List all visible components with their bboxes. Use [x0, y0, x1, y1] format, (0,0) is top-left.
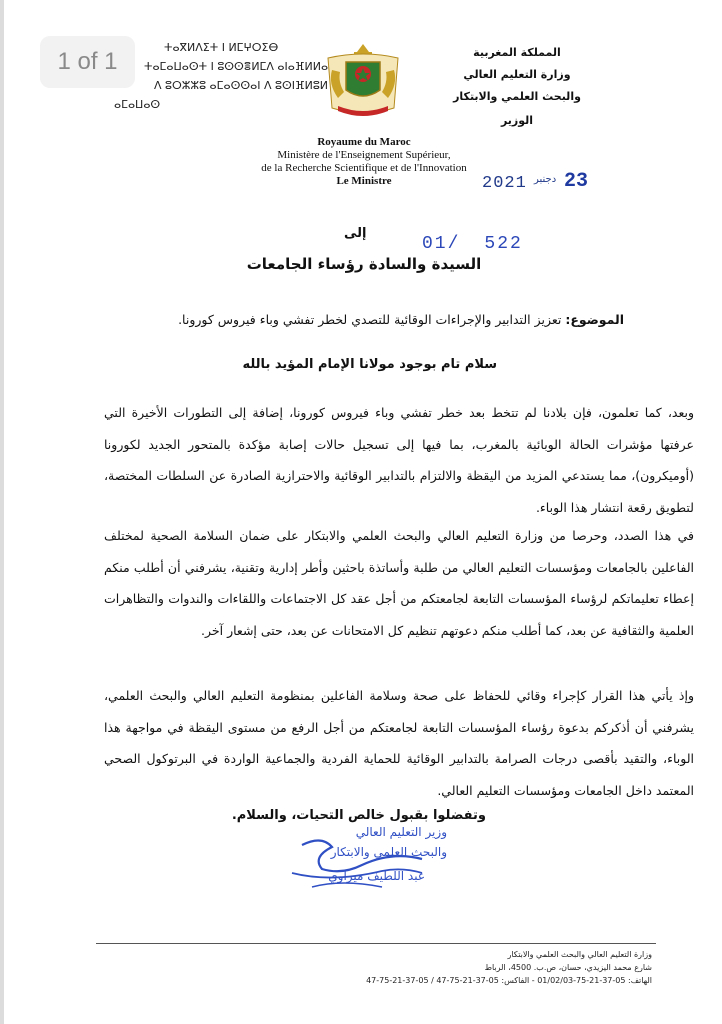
date-day: 23: [564, 170, 589, 193]
tifinagh-line: ⵜⴰⵎⴰⵡⴰⵙⵜ ⵏ ⵓⵙⵙⴻⵍⵎⴷ ⴰⵏⴰⴼⵍⵍⴰ: [144, 60, 329, 73]
date-stamp: [482, 170, 602, 200]
stamp-line1: وزير التعليم العالي: [355, 825, 447, 839]
letter-page: [4, 0, 722, 1024]
french-ministry-line2: de la Recherche Scientifique et de l'Innovation: [261, 162, 467, 174]
reference-part1: 01/: [422, 234, 461, 254]
french-minister: Le Ministre: [336, 175, 392, 187]
stamp-line3: عبد اللطيف ميراوي: [328, 869, 425, 883]
body-paragraph: في هذا الصدد، وحرصا من وزارة التعليم العالي والبحث العلمي والابتكار على ضمان السلامة الصحية لمختلف الفاعلين بالجامعات ومؤسسات التعليم العالي من طلبة وأساتذة باحثين وأطر إدارية وتقنية، يشرفني أن أطلب منكم إعطاء تعليماتكم لرؤساء المؤسسات التابعة لجامعتكم من أجل عقد كل الاجتماعات واللقاءات والندوات والتظاهرات العلمية والثقافية عن بعد، كما أطلب منكم دعوتهم تنظيم كل الامتحانات عن بعد، حتى إشعار آخر.: [104, 528, 694, 638]
arabic-kingdom: المملكة المغربية: [473, 46, 561, 59]
footer-divider: [96, 943, 656, 944]
reference-number: [422, 234, 523, 254]
date-year: 2021: [482, 174, 527, 193]
tifinagh-line: ⴰⵎⴰⵡⴰⵙ: [114, 98, 161, 111]
footer-line3: الهاتف: 05-37-21-75-01/02/03 - الفاكس: 05-37-21-75-47 / 05-37-21-75-47: [366, 976, 652, 985]
closing-line: وتفضلوا بقبول خالص التحيات، والسلام.: [231, 808, 486, 823]
signature-stamp: [272, 825, 447, 910]
body-paragraph: وبعد، كما تعلمون، فإن بلادنا لم تتخط بعد خطر تفشي وباء فيروس كورونا، إضافة إلى التطورات الأخيرة التي عرفتها مؤشرات الحالة الوبائية بالمغرب، بما فيها إلى تسجيل حالات إصابة مؤكدة بالمتحور الجديد لكورونا (أوميكرون)، مما يستدعي المزيد من اليقظة والالتزام بالتدابير الوقائية والاحترازية الصادرة عن السلطات المختصة، لتطويق رقعة انتشار هذا الوباء.: [104, 405, 694, 515]
arabic-ministry-line1: وزارة التعليم العالي: [463, 68, 571, 81]
reference-part2: 522: [484, 234, 523, 254]
stamp-line2: والبحث العلمي والابتكار: [330, 845, 447, 859]
recipients: السيدة والسادة رؤساء الجامعات: [246, 255, 482, 273]
tifinagh-line: ⵜⴰⴳⵍⴷⵉⵜ ⵏ ⵍⵎⵖⵔⵉⴱ: [164, 41, 279, 54]
arabic-ministry-line2: والبحث العلمي والابتكار: [453, 90, 581, 103]
subject-text: تعزيز التدابير والإجراءات الوقائية للتصدي لخطر تفشي وباء فيروس كورونا.: [178, 312, 562, 327]
french-ministry-line1: Ministère de l'Enseignement Supérieur,: [277, 149, 451, 161]
to-label: إلى: [344, 226, 367, 241]
french-kingdom: Royaume du Maroc: [317, 136, 411, 148]
body-paragraph: وإذ يأتي هذا القرار كإجراء وقائي للحفاظ على صحة وسلامة الفاعلين بمنظومة التعليم العالي والبحث العلمي، يشرفني أن أذكركم بدعوة رؤساء المؤسسات التابعة لجامعتكم من أجل الرفع من مستوى اليقظة في مواجهة هذا الوباء، والتقيد بأقصى درجات الصرامة بالتدابير الوقائية للحماية الفردية والجماعية الواردة في البرتوكول الصحي المعتمد داخل الجامعات ومؤسسات التعليم العالي.: [104, 688, 694, 798]
footer: [232, 948, 652, 987]
french-letterhead: [234, 136, 494, 188]
footer-line1: وزارة التعليم العالي والبحث العلمي والابتكار: [507, 950, 652, 959]
footer-line2: شارع محمد اليزيدي، حسان، ص.ب. 4500، الرباط: [484, 963, 652, 972]
date-month: دجنبر: [534, 174, 557, 185]
subject: [64, 312, 624, 327]
salutation: سلام تام بوجود مولانا الإمام المؤيد بالله: [242, 357, 497, 372]
tifinagh-line: ⴷ ⵓⵔⵣⵣⵓ ⴰⵎⴰⵙⵙⴰⵏ ⴷ ⵓⵙⵏⴼⵍⵓⵍ: [154, 79, 329, 92]
coat-of-arms-icon: [318, 40, 408, 120]
page-indicator: 1 of 1: [40, 36, 135, 88]
arabic-letterhead: [447, 42, 587, 132]
subject-label: الموضوع:: [565, 312, 624, 327]
arabic-minister: الوزير: [500, 114, 534, 127]
